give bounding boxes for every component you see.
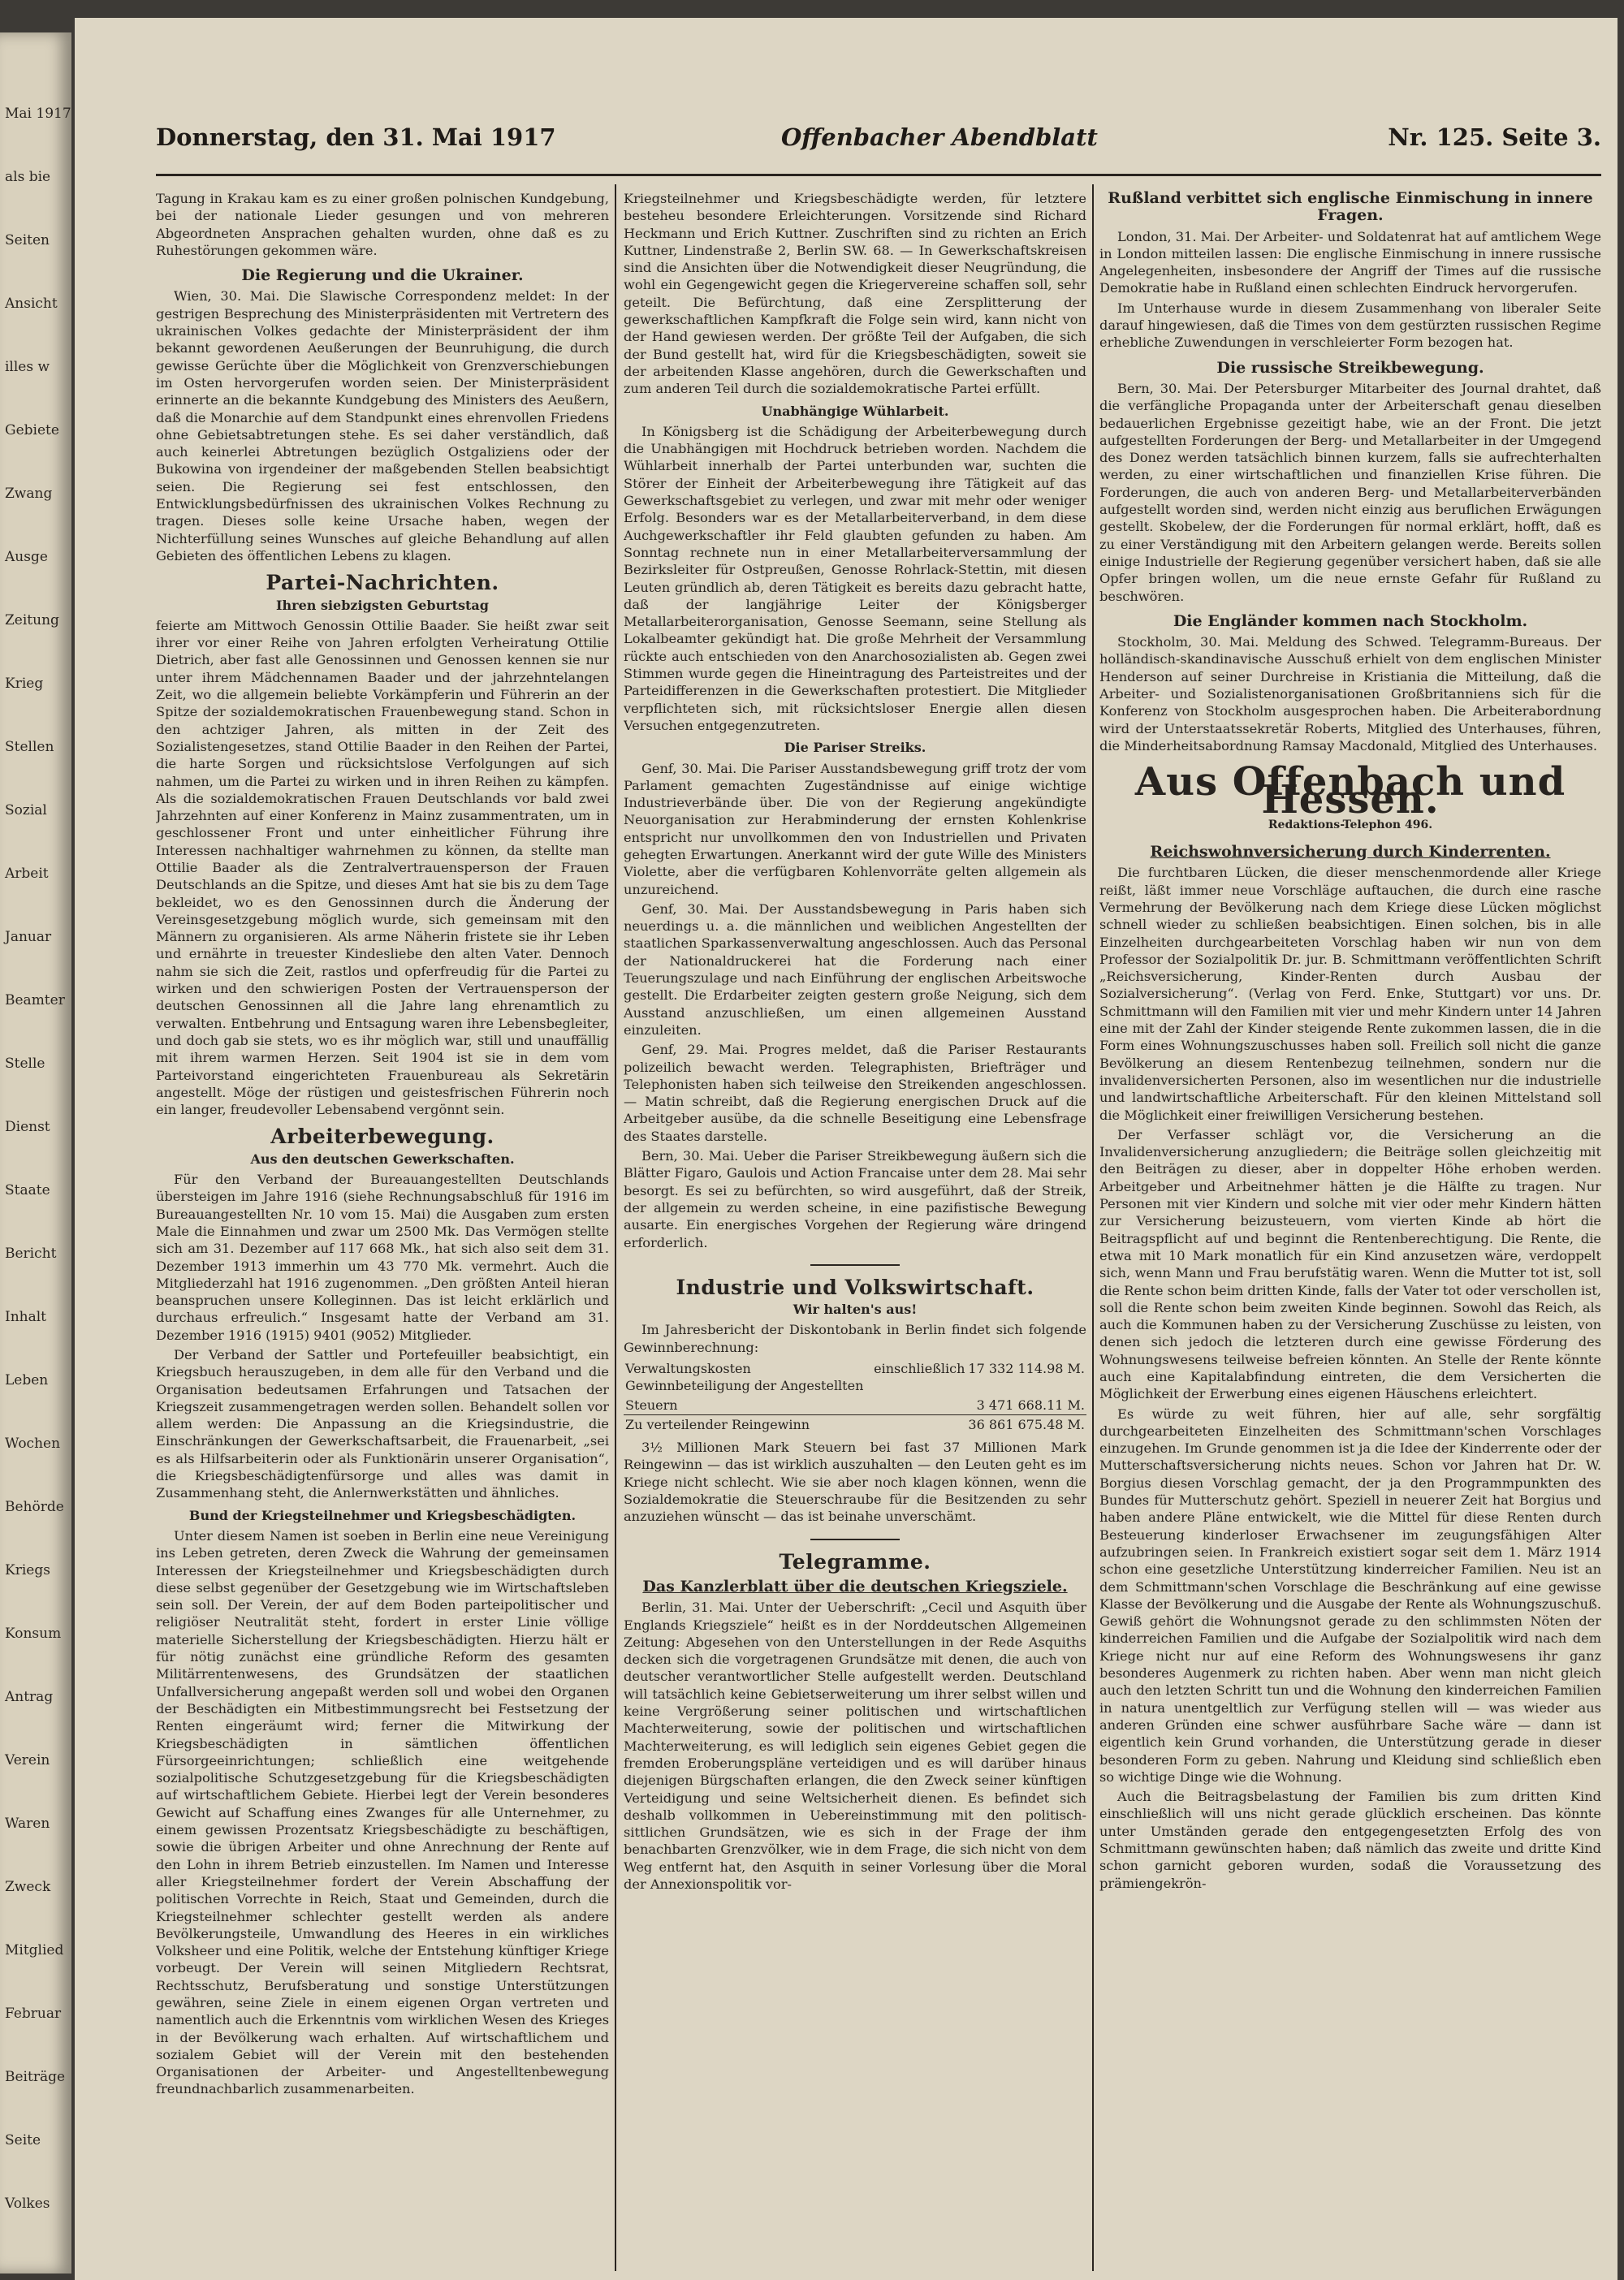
prev-page-fragment: Mai 1917 — [5, 106, 71, 122]
profit-table — [624, 1359, 1086, 1434]
table-cell-value: 17 332 114.98 M. — [968, 1361, 1085, 1376]
heading-industrie: Industrie und Volkswirtschaft. — [676, 1275, 1034, 1299]
prev-page-fragment: Ausge — [5, 549, 48, 565]
article-reichswohn-4: Auch die Beitragsbelastung der Familien bis zum dritten Kind einschließlich will uns nicht gerade glücklich erscheinen. Das könnte unter Umständen gerade den entgegengesetzten Erfolg des von Schmittmann gewünschten haben; daß nämlich das zweite und dritte Kind schon garnicht geboren wurden, sodaß die Voraussetzung des prämiengekrön- — [1099, 1789, 1601, 1891]
prev-page-fragment: Dienst — [5, 1119, 50, 1135]
article-reichswohn-1: Die furchtbaren Lücken, die dieser menschenmordende aller Kriege reißt, läßt immer neue Vorschläge auftauchen, die durch eine rasche Vermehrung der Bevölkerung nach dem Kriege diese Lücken möglichst schnell wieder zu schließen beabsichtigen. Einen solchen, bis in alle Einzelheiten durchgearbeiteten Vorschlag haben wir nun von dem Professor der Sozialpolitik Dr. jur. B. Schmittmann veröffentlichten Schrift „Reichsversicherung, Kinder-Renten durch Ausbau der Sozialversicherung“. (Verlag von Ferd. Enke, Stuttgart) vor uns. Dr. Schmittmann will den Familien mit vier und mehr Kindern unter 14 Jahren eine mit der Zahl der Kinder steigende Rente zukommen lassen, die in die Form eines Wohnungszuschusses haben soll. Freilich soll nicht die ganze Bevölkerung an diesem Rentenbezug teilnehmen, sondern nur die invalidenversicherten Personen, also im wesentlichen nur die industrielle und landwirtschaftliche Arbeiterschaft. Für den kleinen Mittelstand soll die Möglichkeit einer freiwilligen Versicherung bestehen. — [1099, 865, 1601, 1123]
prev-page-fragment: Seiten — [5, 232, 50, 248]
article-kanzlerblatt: Berlin, 31. Mai. Unter der Ueberschrift: „Cecil und Asquith über Englands Kriegsziele“ heißt es in der Norddeutschen Allgemeinen Zeitung: Abgesehen von den Unterstellungen in der Rede Asquiths decken sich die vorgetragenen Grundsätze mit denen, die auch von deutscher verantwortlicher Stelle aufgestellt werden. Deutschland will tatsächlich keine Gebietserweiterung um ihrer selbst willen und keine Vergrößerung seiner politischen und wirtschaftlichen Machterweiterung, sowie der politischen und wirtschaftlichen Machterweiterung, es will lediglich sein eigenes Gebiet gegen die fremden Eroberungspläne verteidigen und es will darüber hinaus diejenigen Bürgschaften erlangen, die den Zweck seiner künftigen Verteidigung und seine Weltsicherheit dienen. Es befindet sich deshalb vollkommen in Uebereinstimmung mit den politisch-sittlichen Grundsätzen, wie es sich in der Frage der ihm benachbarten Grenzvölker, wie in dem Frage, die sich nicht von dem Weg entfernt hat, den Asquith in seiner Vorlesung über die Moral der Annexionspolitik vor- — [624, 1600, 1086, 1893]
heading-arbeiterbewegung: Arbeiterbewegung. — [270, 1125, 495, 1149]
masthead-number — [1388, 123, 1601, 151]
article-wuehlarbeit: In Königsberg ist die Schädigung der Arbeiterbewegung durch die Unabhängigen mit Hochdruck betrieben worden. Nachdem die Wühlarbeit innerhalb der Partei unterbunden war, suchten die Störer der Einheit der Arbeiterbewegung ihre Tätigkeit auf das Gewerkschaftsgebiet zu verlegen, und zwar mit mehr oder weniger Erfolg. Besonders war es der Metallarbeiterverband, in dem diese Auchgewerkschaftler ihr Feld glaubten gefunden zu haben. Am Sonntag rechnete nun in einer Metallarbeiterversammlung der Bezirksleiter für Ostpreußen, Genosse Rohrlack-Stettin, mit diesen Leuten gründlich ab, deren Tätigkeit es bereits dazu gebracht hatte, daß der langjährige Leiter der Königsberger Metallarbeiterorganisation, Genosse Seemann, seine Stellung als Lokalbeamter gekündigt hat. Die große Mehrheit der Versammlung rückte auch entschieden von den Anarchosozialisten ab. Gegen zwei Stimmen wurde gegen die Hineintragung des Parteistreites und der Parteidifferenzen in die Gewerkschaften protestiert. Die Mitglieder verpflichteten sich, mit rücksichtsloser Energie allen diesen Versuchen entgegenzutreten. — [624, 423, 1086, 733]
prev-page-fragment: Zeitung — [5, 612, 59, 628]
prev-page-fragment: Stellen — [5, 739, 54, 755]
prev-page-fragment: Wochen — [5, 1436, 61, 1452]
prev-page-fragment: Seite — [5, 2132, 41, 2148]
heading-offenbach-hessen: Aus Offenbach und Hessen. — [1134, 759, 1566, 823]
article-reichswohn-2: Der Verfasser schlägt vor, die Versicherung an die Invalidenversicherung anzugliedern; die Beiträge sollen gleichzeitig mit den Beiträgen zu dieser, aber in doppelter Höhe erhoben werden. Arbeitgeber und Arbeitnehmer hätten je die Hälfte zu tragen. Nur Personen mit vier Kindern und solche mit vier oder mehr Kindern hätten zur Versicherung beizusteuern, vom vierten Kinde ab hört die Beitragspflicht auf und beginnt die Rentenberechtigung. Die Rente, die etwa mit 10 Mark monatlich für ein Kind anzusetzen wäre, verdoppelt sich, wenn Mann und Frau berufstätig waren. Wenn die Mutter tot ist, soll die Rente schon beim dritten Kinde, falls der Vater tot oder verschollen ist, soll die Rente schon beim zweiten Kinde beginnen. Sowohl das Reich, als auch die Kommunen haben zu der Versicherung Zuschüsse zu leisten, von denen sich jedoch die letzteren durch eine gewisse Förderung des Wohnungswesens teilweise befreien könnten. An Stelle der Rente könnte auch eine Kapitalabfindung eintreten, die dem Versicherten die Möglichkeit der Erwerbung eines eigenen Häuschens erleichtert. — [1099, 1126, 1601, 1402]
prev-page-fragment: Kriegs — [5, 1562, 50, 1578]
redaktions-telephon: Redaktions-Telephon 496. — [1268, 818, 1433, 831]
prev-page-fragment: Verein — [5, 1752, 50, 1768]
article-bund: Unter diesem Namen ist soeben in Berlin eine neue Vereinigung ins Leben getreten, deren Zweck die Wahrung der gemeinsamen Interessen der Kriegsteilnehmer und Kriegsbeschädigten durch diese selbst gegenüber der Gesetzgebung wie im Wirtschaftsleben sein soll. Der Verein, der auf dem Boden parteipolitischer und religiöser Neutralität steht, fordert in erster Linie völlige materielle Sicherstellung der Kriegsbeschädigten. Hierzu hält er für nötig zunächst eine gründliche Reform des gesamten Militärrentenwesens, des Grundsätzen der staatlichen Unfallversicherung angepaßt werden soll und wobei den Organen der Beschädigten ein Mitbestimmungsrecht bei Festsetzung der Renten eingeräumt wird; ferner die Mitwirkung der Kriegsbeschädigten in sämtlichen öffentlichen Fürsorgeeinrichtungen; schließlich eine weitgehende sozialpolitische Schutzgesetzgebung für die Kriegsbeschädigten auf wirtschaftlichem Gebiete. Hierbei legt der Verein besonderes Gewicht auf Schaffung eines Zwanges für alle Unternehmer, zu einem gewissen Prozentsatz Kriegsbeschädigte zu beschäftigen, sowie die übrigen Arbeiter und ohne Anrechnung der Rente auf den Lohn in ihrem Betrieb einzustellen. Im Namen und Interesse aller Kriegsteilnehmer fordert der Verein Abschaffung der politischen Vorrechte in Reich, Staat und Gemeinden, durch die Kriegsteilnehmer schlechter gestellt werden als andere Bevölkerungsteile, Umwandlung des Heeres in ein wirkliches Volksheer und eine Politik, welche der Entstehung künftiger Kriege vorbeugt. Der Verein will seinen Mitgliedern Rechtsrat, Rechtsschutz, Berufsberatung und sonstige Unterstützungen gewähren, seine Ziele in einem eigenen Organ vertreten und namentlich auch die Erkenntnis vom wirklichen Wesen des Krieges in der Bevölkerung wach erhalten. Auf wirtschaftlichem und sozialem Gebiet will der Verein mit den bestehenden Organisationen der Arbeiter- und Angestelltenbewegung freundnachbarlich zusammenarbeiten. — [156, 1527, 609, 2097]
heading-bund: Bund der Kriegsteilnehmer und Kriegsbeschädigten. — [188, 1507, 577, 1523]
column-2 — [624, 190, 1086, 2269]
article-russland-2: Im Unterhause wurde in diesem Zusammenhang von liberaler Seite darauf hingewiesen, daß die Times von dem gestürzten russischen Regime erhebliche Zuwendungen in verschleierter Form bezogen hat. — [1099, 300, 1601, 351]
article-diskonto: 3½ Millionen Mark Steuern bei fast 37 Millionen Mark Reingewinn — das ist wirklich auszuhalten — den Leuten geht es im Kriege nicht schlecht. Wie sie aber noch klagen können, wenn die Sozialdemokratie die Steuerschraube für die Besitzenden zu sehr anzuziehen wünscht — das ist beinahe unverschämt. — [624, 1440, 1086, 1525]
section-divider — [810, 1539, 900, 1540]
prev-page-fragment: Sozial — [5, 802, 47, 818]
heading-reichswohnversicherung: Reichswohnversicherung durch Kinderrenten. — [1150, 843, 1551, 861]
article-diskonto-intro: Im Jahresbericht der Diskontobank in Berlin findet sich folgende Gewinnberechnung: — [624, 1322, 1086, 1355]
heading-wuehlarbeit: Unabhängige Wühlarbeit. — [761, 403, 949, 419]
column-rule-1 — [615, 184, 616, 2271]
prev-page-fragment: Zwang — [5, 486, 53, 502]
heading-ukraine: Die Regierung und die Ukrainer. — [241, 266, 524, 285]
heading-partei: Partei-Nachrichten. — [266, 571, 499, 595]
heading-pariser-streiks: Die Pariser Streiks. — [784, 740, 926, 756]
masthead — [156, 123, 1601, 164]
article-bureauangestellte: Für den Verband der Bureauangestellten Deutschlands übersteigen im Jahre 1916 (siehe Rechnungsabschluß für 1916 im Bureauangestellten Nr. 10 vom 15. Mai) die Ausgaben zum ersten Male die Einnahmen und zwar um 2500 Mk. Das Vermögen stellte sich am 31. Dezember auf 117 668 Mk., hat sich also seit dem 31. Dezember 1913 immerhin um 43 770 Mk. vermehrt. Auch die Mitgliederzahl hat 1916 zugenommen. „Den größten Anteil hieran beanspruchen unsere Kolleginnen. Das ist leicht erklärlich und durchaus erfreulich.“ Insgesamt hatte der Verband am 31. Dezember 1916 (1915) 9401 (9052) Mitglieder. — [156, 1172, 609, 1343]
article-streik-4: Bern, 30. Mai. Ueber die Pariser Streikbewegung äußern sich die Blätter Figaro, Gaulois und Action Francaise unter dem 28. Mai sehr besorgt. Es sei zu befürchten, so wird ausgeführt, daß der Streik, der allgemein zu werden scheine, in eine pazifistische Bewegung ausarte. Ein energisches Vorgehen der Regierung wäre dringend erforderlich. — [624, 1148, 1086, 1250]
heading-gewerkschaften: Aus den deutschen Gewerkschaften. — [250, 1151, 515, 1167]
article-bund-cont: Kriegsteilnehmer und Kriegsbeschädigte werden, für letztere besteheu besondere Erleichterungen. Vorsitzende sind Richard Heckmann und Erich Kuttner. Zuschriften sind zu richten an Erich Kuttner, Lindenstraße 2, Berlin SW. 68. — In Gewerkschaftskreisen sind die Ansichten über die Notwendigkeit dieser Neugründung, die wohl ein Gegengewicht gegen die Kriegervereine schaffen soll, sehr geteilt. Die Befürchtung, daß eine Zersplitterung der gewerkschaftlichen Kampfkraft die Folge sein wird, kann nicht von der Hand gewiesen werden. Der größte Teil der Aufgaben, die sich der Bund gestellt hat, wird für die Kriegsbeschädigten, soweit sie der arbeitenden Klasse angehören, durch die Gewerkschaften und zum anderen Teil durch die sozialdemokratische Partei erfüllt. — [624, 191, 1086, 397]
newspaper-page — [75, 18, 1618, 2280]
prev-page-fragment: Arbeit — [5, 866, 49, 882]
article-streik-3: Genf, 29. Mai. Progres meldet, daß die Pariser Restaurants polizeilich bewacht werden. Telegraphisten, Briefträger und Telephonisten haben sich teilweise den Streikenden angeschlossen. — Matin schreibt, daß die Regierung energischen Druck auf die Arbeitgeber ausübe, da die schnelle Beseitigung eine Lebensfrage des Staates darstelle. — [624, 1042, 1086, 1144]
table-row — [624, 1396, 1086, 1415]
prev-page-fragment: Waren — [5, 1816, 50, 1832]
prev-page-fragment: Beamter — [5, 992, 65, 1008]
article-russland: London, 31. Mai. Der Arbeiter- und Soldatenrat hat auf amtlichem Wege in London mitteilen lassen: Die englische Einmischung in innere russische Angelegenheiten, insbesondere der Angriff der Times auf die russische Demokratie habe in Rußland einen schlechten Eindruck hervorgerufen. — [1099, 228, 1601, 296]
heading-englaender: Die Engländer kommen nach Stockholm. — [1173, 611, 1528, 630]
section-divider — [810, 1264, 900, 1266]
prev-page-fragment: Antrag — [5, 1689, 54, 1705]
prev-page-fragment: Januar — [5, 929, 52, 945]
prev-page-fragment: Leben — [5, 1372, 49, 1388]
heading-geburtstag: Ihren siebzigsten Geburtstag — [276, 597, 489, 613]
prev-page-fragment: Konsum — [5, 1626, 62, 1642]
prev-page-fragment: Mitglied — [5, 1942, 64, 1958]
masthead-paper: Offenbacher Abendblatt — [781, 123, 1098, 151]
masthead-date: Donnerstag, den 31. Mai 1917 — [156, 123, 556, 151]
prev-page-fragment: Februar — [5, 2006, 62, 2022]
article-intro: Tagung in Krakau kam es zu einer großen polnischen Kundgebung, bei der nationale Lieder gesungen und von mehreren Abgeordneten Ansprachen gehalten wurden, ohne daß es zu Ruhestörungen gekommen wäre. — [156, 191, 609, 258]
article-partei: feierte am Mittwoch Genossin Ottilie Baader. Sie heißt zwar seit ihrer vor einer Reihe von Jahren erfolgten Verheiratung Ottilie Dietrich, aber fast alle Genossinnen und Genossen kennen sie nur unter ihrem Mädchennamen Baader und der jahrzehntelangen Zeit, wo die allgemein beliebte Vorkämpferin und Führerin an der Spitze der sozialdemokratischen Frauenbewegung stand. Schon in den achtziger Jahren, als mitten in der Zeit des Sozialistengesetzes, stand Ottilie Baader in den Reihen der Partei, die harte Sorgen und rücksichtslose Verfolgungen auf sich nahmen, um die Partei zu wirken und in ihren Reihen zu kämpfen. Als die sozialdemokratischen Frauen Deutschlands vor bald zwei Jahrzehnten auf einer Konferenz in Mainz zusammentraten, um in geschlossener Front und unter einheitlicher Führung ihre Interessen nachhaltiger wahrnehmen zu können, da stellte man Ottilie Baader als die Zentralvertrauensperson der Frauen Deutschlands an die Spitze, und dieses Amt hat sie bis zu dem Tage bekleidet, wo es den Genossinnen durch die Änderung der Vereinsgesetzgebung möglich wurde, sich gemeinsam mit den Männern zu organisieren. Als arme Näherin fristete sie ihr Leben und ernährte in treuester Kindesliebe den alten Vater. Dennoch nahm sie sich die Zeit, rastlos und opferfreudig für die Partei zu wirken und den schwierigen Posten der Vertrauensperson der deutschen Genossinnen all die Jahre lang ehrenamtlich zu verwalten. Entbehrung und Entsagung waren ihre Lebensbegleiter, und doch gab sie stets, wo es ihr möglich war, still und unauffällig mit ihrem warmen Herzen. Seit 1904 ist sie in dem vom Parteivorstand eingerichteten Frauenbureau als Sekretärin angestellt. Möge der rüstigen und geistesfrischen Führerin noch ein langer, freudevoller Lebensabend vergönnt sein. — [156, 617, 609, 1118]
column-1 — [156, 190, 609, 2269]
prev-page-fragment: Bericht — [5, 1246, 57, 1262]
heading-russische-streikbewegung: Die russische Streikbewegung. — [1216, 358, 1484, 377]
prev-page-fragment: illes w — [5, 359, 50, 375]
heading-russland: Rußland verbittet sich englische Einmischung in innere Fragen. — [1108, 190, 1593, 225]
table-cell-value: 3 471 668.11 M. — [976, 1397, 1085, 1413]
prev-page-fragment: Behörde — [5, 1499, 64, 1515]
article-sattler: Der Verband der Sattler und Portefeuiller beabsichtigt, ein Kriegsbuch herauszugeben, in dem alle für den Verband und die Organisation bedeutsamen Erfahrungen und Tatsachen der Kriegszeit zusammengetragen werden sollen. Behandelt sollen vor allem werden: Die Anpassung an die Kriegsindustrie, die Einschränkungen der Gewerkschaftsarbeit, die Frauenarbeit, „sei es als Hilfsarbeiterin oder als Funktionärin unserer Organisation“, die Kriegsbeschädigtenfürsorge und alles was damit in Zusammenhang steht, die Anlernwerkstätten und ähnliches. — [156, 1347, 609, 1501]
heading-kanzlerblatt: Das Kanzlerblatt über die deutschen Kriegsziele. — [642, 1577, 1068, 1596]
prev-page-fragment: Gebiete — [5, 422, 59, 438]
table-cell-value: 36 861 675.48 M. — [966, 1414, 1086, 1434]
article-reichswohn-3: Es würde zu weit führen, hier auf alle, sehr sorgfältig durchgearbeiteten Einzelheiten des Schmittmann'schen Vorschlages einzugehen. Im Grunde genommen ist ja die Idee der Kinderrente oder der Mutterschaftsversicherung nichts neues. Schon vor Jahren hat Dr. W. Borgius diesen Vorschlag gemacht, der ja den Programmpunkten des Bundes für Mutterschutz gehört. Speziell in neuerer Zeit hat Borgius und haben andere Pläne entwickelt, wie die Mittel für diese Renten durch Besteuerung kinderloser Erwachsener im zeugungsfähigen Alter aufzubringen seien. In Frankreich existiert sogar seit dem 1. März 1914 schon eine gesetzliche Unterstützung kinderreicher Familien. Neu ist an dem Schmittmann'schen Vorschlage die Beschränkung auf eine gewisse Klasse der Bevölkerung und die Ausgabe der Rente als Wohnungszuschuß. Gewiß gehört die Wohnungsnot gerade zu den schlimmsten Nöten der kinderreichen Familien und die Aufgabe der Sozialpolitik wird nach dem Kriege nicht nur auf eine Reform des Wohnungswesens ihr ganz besonderes Augenmerk zu richten haben. Aber wenn man nicht gleich auch den letzten Schritt tun und die Wohnung den kinderreichen Familien in natura unentgeltlich zur Verfügung stellen will — was wieder aus anderen Gründen eine schwer ausführbare Sache wäre — dann ist eigentlich kein Grund vorhanden, die Unterstützung gerade in dieser besonderen Form zu geben. Nahrung und Kleidung sind schließlich eben so wichtige Dinge wie die Wohnung. — [1099, 1406, 1601, 1785]
page-number: Seite 3. — [1501, 123, 1601, 151]
prev-page-fragment: Volkes — [5, 2196, 50, 2212]
prev-page-fragment: Beiträge — [5, 2069, 66, 2085]
previous-page-edge — [0, 32, 71, 2274]
article-ukraine: Wien, 30. Mai. Die Slawische Correspondenz meldet: In der gestrigen Besprechung des Ministerpräsidenten mit Vertretern des ukrainischen Volkes gedachte der Ministerpräsident der ihm bekannt gewordenen Aeußerungen der Beunruhigung, die durch gewisse Gerüchte über die Möglichkeit von Grenzverschiebungen im Osten hervorgerufen worden seien. Der Ministerpräsident erinnerte an die bekannte Kundgebung des Ministers des Aeußern, daß die Monarchie auf dem Standpunkt eines ehrenvollen Friedens ohne Gebietsabtretungen stehe. Es sei daher verständlich, daß auch keinerlei Abtretungen bezüglich Ostgaliziens oder der Bukowina von irgendeiner der maßgebenden Stellen beabsichtigt seien. Die Regierung sei fest entschlossen, den Entwicklungsbedürfnissen des ukrainischen Volkes Rechnung zu tragen. Dieses solle keine Ursache haben, wegen der Nichterfüllung seines Wunsches auf gleiche Behandlung auf allen Gebieten des öffentlichen Lebens zu klagen. — [156, 288, 609, 564]
prev-page-fragment: Stelle — [5, 1056, 45, 1072]
prev-page-fragment: Inhalt — [5, 1309, 47, 1325]
prev-page-fragment: Krieg — [5, 676, 44, 692]
column-rule-2 — [1092, 184, 1094, 2271]
prev-page-fragment: Ansicht — [5, 296, 58, 312]
heading-wir-haltens-aus: Wir halten's aus! — [793, 1302, 918, 1318]
article-russische-streikbewegung: Bern, 30. Mai. Der Petersburger Mitarbeiter des Journal drahtet, daß die verfängliche Propaganda unter der Arbeiterschaft genau dieselben bedauerlichen Ergebnisse gezeitigt habe, wie an der Front. Die jetzt aufgestellten Forderungen der Berg- und Metallarbeiter in der Umgegend des Donez werden tatsächlich binnen kurzem, falls sie aufrechterhalten werden, zu einer wirtschaftlichen und finanziellen Krise führen. Die Forderungen, die auch von anderen Berg- und Metallarbeiterverbänden aufgestellt worden sind, werden nicht einzig aus beruflichen Erwägungen gestellt. Skobelew, der die Forderungen für normal erklärt, hofft, daß es zu einer Verständigung mit den Arbeitern gelangen werde. Bereits sollen einige Industrielle der Regierung gegenüber versichert haben, daß sie alle Opfer bringen wollen, um die neue ernste Gefahr für Rußland zu beschwören. — [1099, 380, 1601, 604]
article-streik-1: Genf, 30. Mai. Die Pariser Ausstandsbewegung griff trotz der vom Parlament gemachten Zugeständnisse auf einige wichtige Industrieverbände über. Die von der Regierung angekündigte Neuorganisation zur Herabminderung der ernsten Kohlenkrise entspricht nur unvollkommen den von Industriellen und Privaten gehegten Erwartungen. Anerkannt wird der gute Wille des Ministers Violette, aber die verfügbaren Kohlenvorräte gelten allgemein als unzureichend. — [624, 760, 1086, 897]
prev-page-fragment: als bie — [5, 169, 51, 185]
table-cell-label: Verwaltungskosten einschließlich Gewinnbeteiligung der Angestellten — [625, 1361, 965, 1394]
article-streik-2: Genf, 30. Mai. Der Ausstandsbewegung in Paris haben sich neuerdings u. a. die männlichen und weiblichen Angestellten der staatlichen Sparkassenverwaltung angeschlossen. Auch das Personal der Nationaldruckerei hat die Forderung nach einer Teuerungszulage und nach Einführung der englischen Arbeitswoche gestellt. Die Erdarbeiter zeigten gestern große Neigung, sich dem Ausstand anzuschließen, um einen allgemeinen Ausstand einzuleiten. — [624, 900, 1086, 1038]
table-row — [624, 1414, 1086, 1434]
table-cell-label: Steuern — [625, 1397, 678, 1413]
prev-page-fragment: Zweck — [5, 1879, 51, 1895]
heading-telegramme: Telegramme. — [779, 1549, 931, 1574]
prev-page-fragment: Staate — [5, 1182, 50, 1198]
masthead-rule — [156, 174, 1601, 176]
table-row — [624, 1359, 1086, 1396]
article-englaender: Stockholm, 30. Mai. Meldung des Schwed. Telegramm-Bureaus. Der holländisch-skandinavische Ausschuß erhielt von dem englischen Minister Henderson auf seiner Durchreise in Kristiania die Mitteilung, daß die Arbeiter- und Sozialistenorganisationen Großbritanniens sich für die Konferenz von Stockholm ausgesprochen haben. Die Arbeiterabordnung wird der Unterstaatssekretär Roberts, Mitglied des Unterhauses, führen, die Minderheitsabordnung Ramsay Macdonald, Mitglied des Unterhauses. — [1099, 634, 1601, 754]
table-cell-label: Zu verteilender Reingewinn — [624, 1414, 966, 1434]
column-3 — [1099, 190, 1601, 2269]
issue-number: Nr. 125. — [1388, 123, 1494, 151]
